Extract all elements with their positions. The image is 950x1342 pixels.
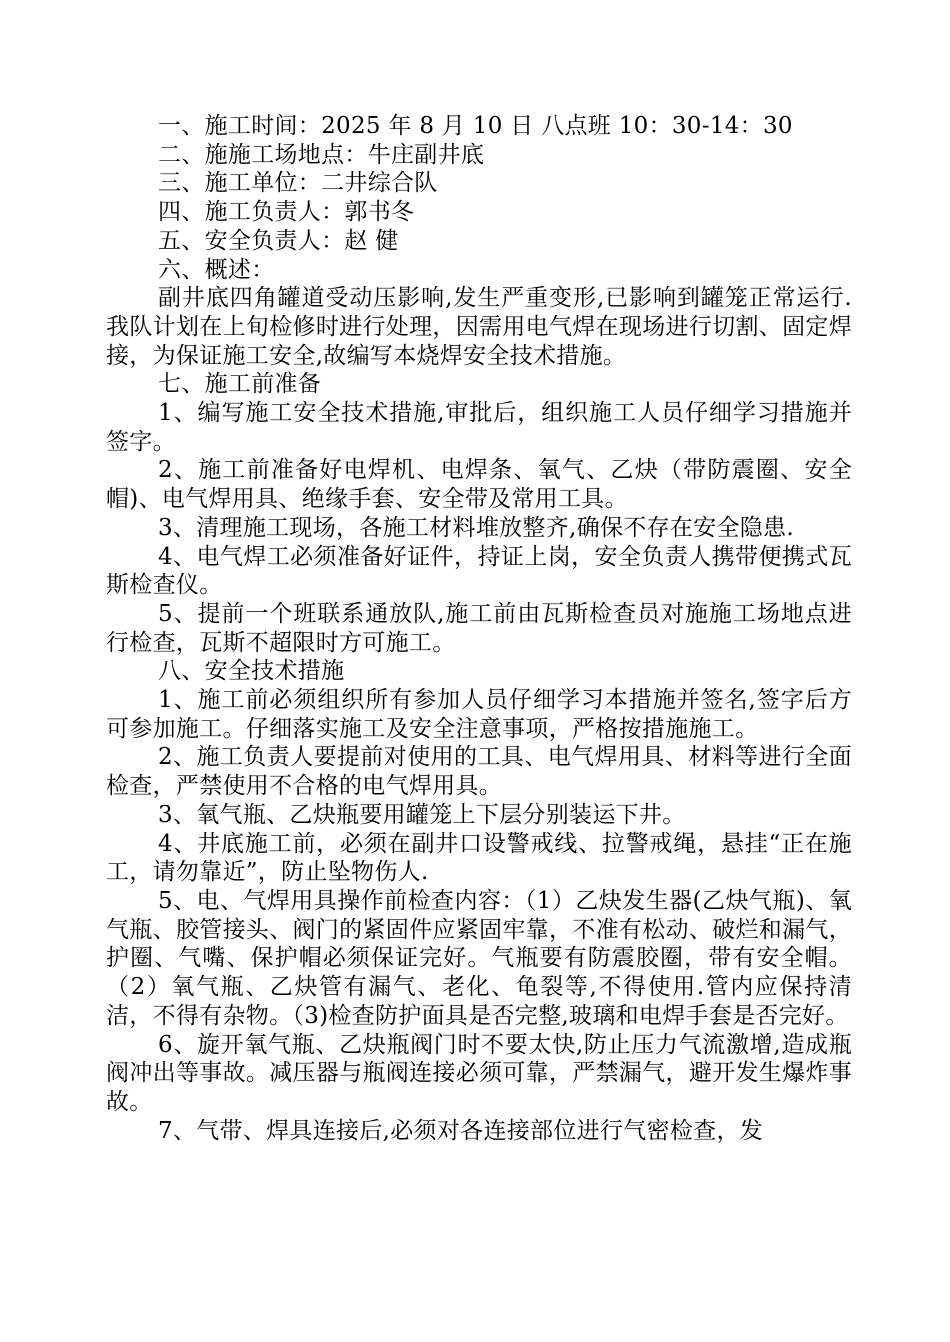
construction-site-line: 二、施施工场地点：牛庄副井底 — [158, 141, 485, 168]
safety-leader-line: 五、安全负责人：赵 健 — [158, 227, 399, 254]
overview-paragraph: 副井底四角罐道受动压影响,发生严重变形,已影响到罐笼正常运行.我队计划在上旬检修时进行处理，因需用电气焊在现场进行切割、固定焊接，为保证施工安全,故编写本烧焊安全技术措施。 — [106, 285, 852, 369]
safety-item-6: 6、旋开氧气瓶、乙炔瓶阀门时不要太快,防止压力气流激增,造成瓶阀冲出等事故。减压器与瓶阀连接必须可靠，严禁漏气，避开发生爆炸事故。 — [106, 1031, 852, 1115]
preparation-item-5: 5、提前一个班联系通放队,施工前由瓦斯检查员对施施工场地点进行检查，瓦斯不超限时方可施工。 — [106, 600, 852, 656]
construction-unit-line: 三、施工单位：二井综合队 — [158, 170, 438, 197]
preparation-item-4: 4、电气焊工必须准备好证件，持证上岗，安全负责人携带便携式瓦斯检查仪。 — [106, 543, 852, 599]
safety-item-4: 4、井底施工前，必须在副井口设警戒线、拉警戒绳，悬挂“正在施工，请勿靠近”，防止坠物伤人. — [106, 830, 852, 886]
safety-item-7: 7、气带、焊具连接后,必须对各连接部位进行气密检查，发 — [158, 1117, 764, 1144]
preparation-item-3: 3、清理施工现场，各施工材料堆放整齐,确保不存在安全隐患. — [158, 514, 794, 541]
safety-measures-heading: 八、安全技术措施 — [158, 658, 345, 685]
safety-item-1: 1、施工前必须组织所有参加人员仔细学习本措施并签名,签字后方可参加施工。仔细落实施工及安全注意事项，严格按措施施工。 — [106, 687, 852, 742]
safety-item-5: 5、电、气焊用具操作前检查内容：（1）乙炔发生器(乙炔气瓶)、氧气瓶、胶管接头、阀门的紧固件应紧固牢靠，不准有松动、破烂和漏气，护圈、气嘴、保护帽必须保证完好。气瓶要有防震胶圈，带有安全帽。（2）氧气瓶、乙炔管有漏气、老化、龟裂等,不得使用.管内应保持清洁，不得有杂物。（3)检查防护面具是否完整,玻璃和电焊手套是否完好。 — [106, 887, 852, 1029]
safety-item-3: 3、氧气瓶、乙炔瓶要用罐笼上下层分别装运下井。 — [158, 801, 686, 828]
overview-heading: 六、概述： — [158, 256, 275, 283]
preparation-item-2: 2、施工前准备好电焊机、电焊条、氧气、乙炔（带防震圈、安全帽)、电气焊用具、绝缘手套、安全带及常用工具。 — [106, 457, 852, 513]
preparation-heading: 七、施工前准备 — [158, 371, 322, 398]
construction-leader-line: 四、施工负责人：郭书冬 — [158, 199, 415, 226]
construction-time-line: 一、施工时间：2025 年 8 月 10 日 八点班 10：30-14：30 — [158, 113, 793, 139]
document-body — [106, 112, 852, 1145]
safety-item-2: 2、施工负责人要提前对使用的工具、电气焊用具、材料等进行全面检查，严禁使用不合格的电气焊用具。 — [106, 744, 852, 800]
preparation-item-1: 1、编写施工安全技术措施,审批后，组织施工人员仔细学习措施并签字。 — [106, 400, 852, 455]
